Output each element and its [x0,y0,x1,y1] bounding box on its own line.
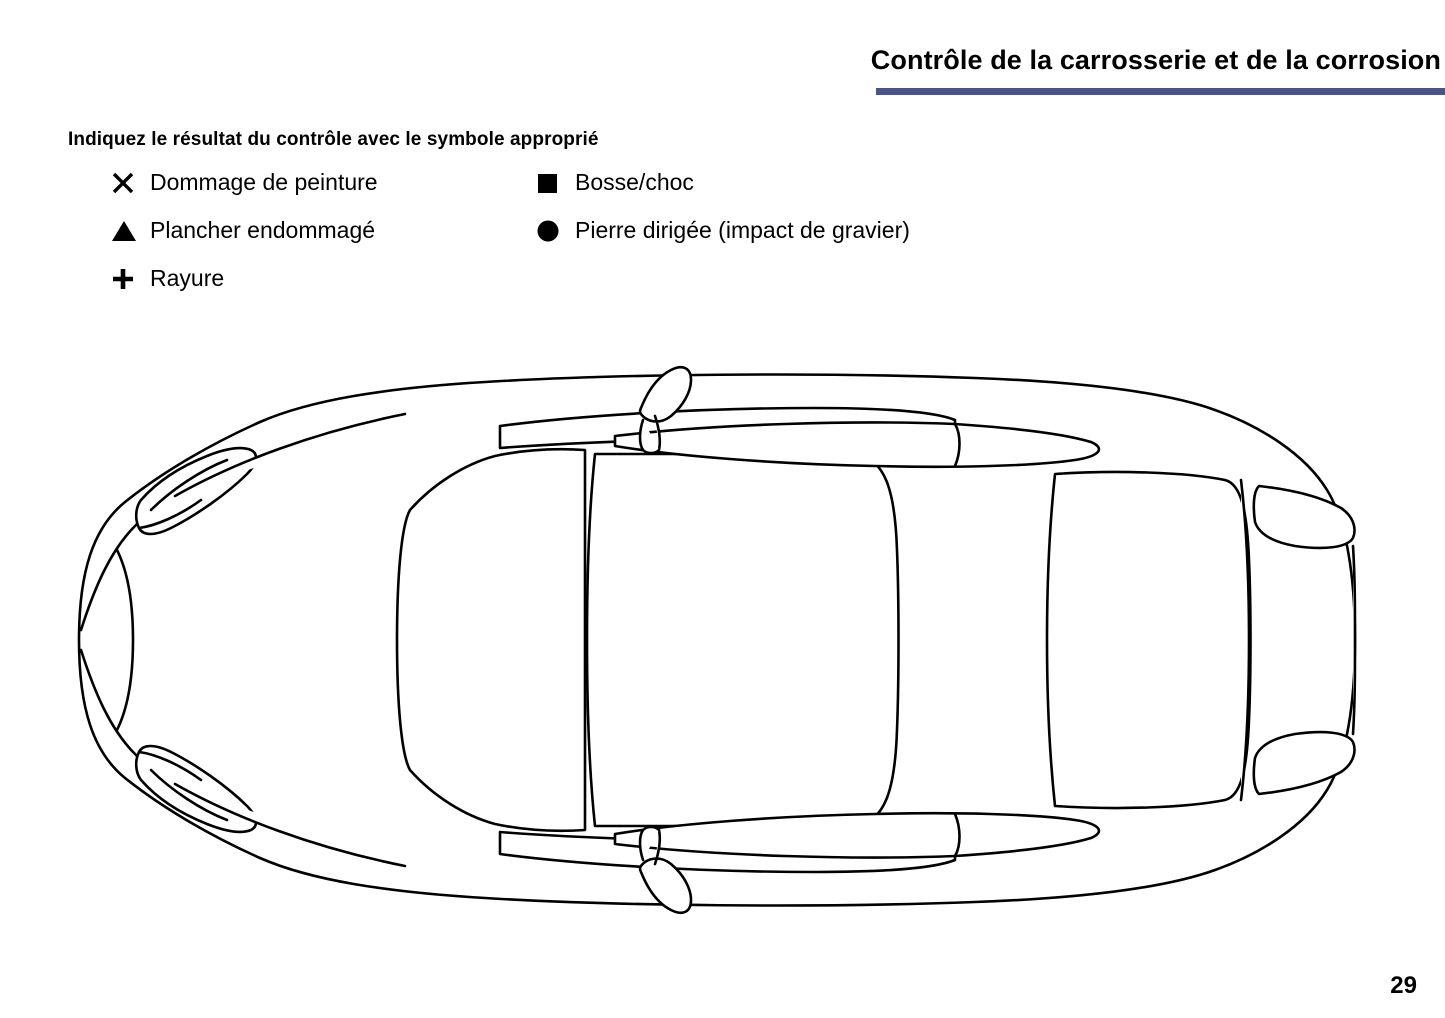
legend-row [110,218,1110,266]
filled-circle-icon [535,218,575,244]
legend-label: Pierre dirigée (impact de gravier) [575,217,910,244]
legend-row [110,170,1110,218]
legend-heading: Indiquez le résultat du contrôle avec le symbole approprié [68,129,599,150]
legend-row [110,266,1110,314]
legend-label: Rayure [150,265,225,292]
legend-item-floor-damage [110,218,535,244]
page-number: 29 [1390,972,1417,999]
header-rule [876,88,1445,95]
filled-square-icon [535,170,575,196]
legend-item-paint-damage [110,170,535,196]
page-header [0,46,1445,76]
filled-triangle-icon [110,218,150,244]
legend-item-scratch [110,266,535,292]
legend-label: Bosse/choc [575,169,694,196]
page-title: Contrôle de la carrosserie et de la corrosion [870,45,1441,75]
car-top-view-diagram [55,350,1395,930]
legend-label: Dommage de peinture [150,169,378,196]
legend-item-dent [535,170,694,196]
x-cross-icon [110,170,150,196]
legend-item-stone-chip [535,218,910,244]
legend [110,170,1110,314]
plus-icon [110,266,150,292]
legend-label: Plancher endommagé [150,217,376,244]
